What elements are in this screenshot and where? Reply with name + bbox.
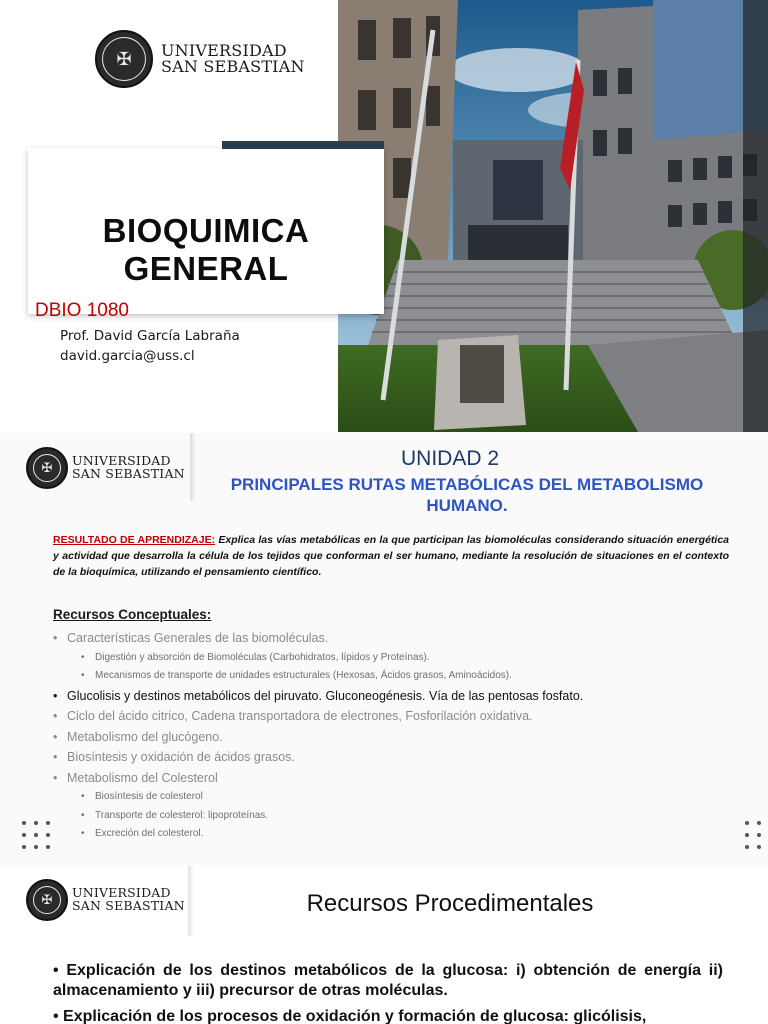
university-logo [26,879,185,921]
decorative-dots [745,821,768,849]
list-item: • Ciclo del ácido citrico, Cadena transportadora de electrones, Fosforilación oxidativa. [53,706,743,727]
conceptual-resources-list [53,628,743,844]
list-subitem: • Biosíntesis de colesterol [53,788,743,807]
university-seal-icon: ✠ [95,30,153,88]
professor-info [60,326,240,366]
professor-email: david.garcia@uss.cl [60,348,195,364]
procedural-resources-title: Recursos Procedimentales [306,890,594,917]
university-seal-icon: ✠ [26,879,68,921]
cover-slide [0,0,768,432]
campus-photo [338,0,768,432]
campus-building-image [338,0,768,432]
list-item: • Biosíntesis y oxidación de ácidos grasos. [53,747,743,768]
university-name: UNIVERSIDAD SAN SEBASTIAN [161,40,305,76]
university-name: UNIVERSIDAD SAN SEBASTIAN [72,885,185,913]
procedural-item: • Explicación de los procesos de oxidación y formación de glucosa: glicólisis, [53,1008,647,1024]
university-logo [26,447,185,489]
list-subitem: • Excreción del colesterol. [53,825,743,844]
professor-name: Prof. David García Labraña [60,328,240,344]
unit-title: UNIDAD 2 [400,447,500,470]
procedural-item: • Explicación de los destinos metabólicos de la glucosa: i) obtención de energía ii) almacenamiento y iii) precursor de otras moléculas. [53,962,723,999]
list-item: • Metabolismo del glucógeno. [53,727,743,748]
conceptual-resources-heading: Recursos Conceptuales: [53,607,212,622]
university-name: UNIVERSIDAD SAN SEBASTIAN [72,453,185,481]
course-code: DBIO 1080 [35,300,129,321]
list-subitem: • Mecanismos de transporte de unidades estructurales (Hexosas, Ácidos grasos, Aminoácidos). [53,667,743,686]
decorative-dots [22,821,50,849]
university-logo [95,30,305,88]
course-title: BIOQUIMICA GENERAL [102,212,310,287]
unit-subtitle: PRINCIPALES RUTAS METABÓLICAS DEL METABOLISMO HUMANO. [230,475,704,515]
title-accent-bar [222,141,384,149]
list-item-highlighted: • Glucolisis y destinos metabólicos del piruvato. Gluconeogénesis. Vía de las pentosas fosfato. [53,686,743,707]
learning-outcome [53,532,729,580]
list-subitem: • Transporte de colesterol: lipoproteínas. [53,807,743,826]
learning-outcome-label: RESULTADO DE APRENDIZAJE: [53,534,216,546]
procedural-slide [0,866,768,1024]
learning-outcome-text: Explica las vías metabólicas en la que participan las biomoléculas considerando situación energética y actividad que desarrolla la célula de los tejidos que conforman el ser humano, mediante la resolución de situaciones en el contexto de la bioquímica, utilizando el pensamiento científico. [53,534,729,578]
list-item: • Metabolismo del Colesterol [53,768,743,789]
list-item: • Características Generales de las biomoléculas. [53,628,743,649]
list-subitem: • Digestión y absorción de Biomoléculas (Carbohidratos, lípidos y Proteínas). [53,649,743,668]
unit-slide [0,433,768,865]
university-seal-icon: ✠ [26,447,68,489]
divider-shadow [188,866,194,936]
